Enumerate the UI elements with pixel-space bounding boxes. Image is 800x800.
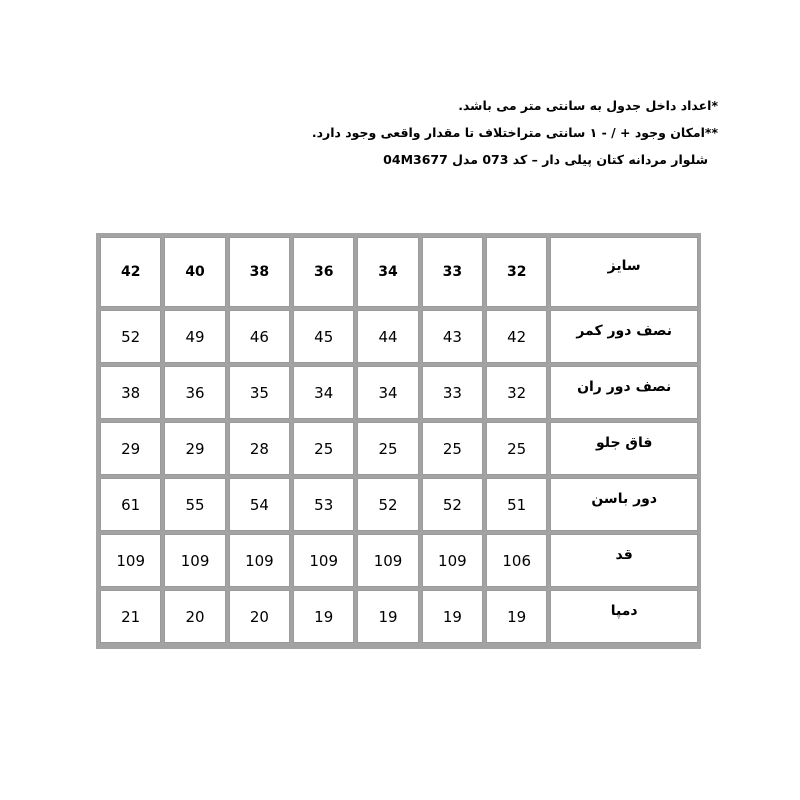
value-cell: 20 xyxy=(229,590,290,643)
row-label: فاق جلو xyxy=(595,434,653,451)
value-cell: 25 xyxy=(486,422,547,475)
value-cell: 54 xyxy=(229,478,290,531)
value-cell: 21 xyxy=(100,590,161,643)
value-cell: 61 xyxy=(100,478,161,531)
value-cell: 34 xyxy=(357,366,418,419)
row-label-cell xyxy=(550,478,698,531)
value-cell: 109 xyxy=(422,534,483,587)
row-label-cell xyxy=(550,590,698,643)
table-header-row xyxy=(100,237,698,307)
value-cell: 38 xyxy=(100,366,161,419)
table-row xyxy=(100,590,698,643)
value-cell: 29 xyxy=(164,422,225,475)
size-cell: 32 xyxy=(486,237,547,307)
value-cell: 19 xyxy=(357,590,418,643)
value-cell: 109 xyxy=(229,534,290,587)
value-cell: 32 xyxy=(486,366,547,419)
table-row xyxy=(100,366,698,419)
value-cell: 25 xyxy=(293,422,354,475)
value-cell: 36 xyxy=(164,366,225,419)
value-cell: 25 xyxy=(357,422,418,475)
value-cell: 42 xyxy=(486,310,547,363)
value-cell: 106 xyxy=(486,534,547,587)
value-cell: 33 xyxy=(422,366,483,419)
value-cell: 28 xyxy=(229,422,290,475)
row-label-cell xyxy=(550,366,698,419)
value-cell: 19 xyxy=(293,590,354,643)
row-label-cell xyxy=(550,310,698,363)
size-cell: 40 xyxy=(164,237,225,307)
value-cell: 51 xyxy=(486,478,547,531)
value-cell: 109 xyxy=(164,534,225,587)
row-label: نصف دور کمر xyxy=(576,322,672,339)
header-label-cell xyxy=(550,237,698,307)
row-label: دور باسن xyxy=(591,490,658,507)
value-cell: 55 xyxy=(164,478,225,531)
size-cell: 42 xyxy=(100,237,161,307)
value-cell: 25 xyxy=(422,422,483,475)
value-cell: 44 xyxy=(357,310,418,363)
row-label-cell xyxy=(550,534,698,587)
table-row xyxy=(100,478,698,531)
value-cell: 29 xyxy=(100,422,161,475)
size-cell: 38 xyxy=(229,237,290,307)
row-label: قد xyxy=(615,546,633,563)
header-label: سایز xyxy=(607,258,641,274)
notes-block xyxy=(0,92,718,173)
value-cell: 45 xyxy=(293,310,354,363)
size-cell: 34 xyxy=(357,237,418,307)
value-cell: 52 xyxy=(357,478,418,531)
value-cell: 19 xyxy=(422,590,483,643)
value-cell: 109 xyxy=(357,534,418,587)
value-cell: 52 xyxy=(422,478,483,531)
product-title: شلوار مردانه کتان پیلی دار – کد 073 مدل 04M3677 xyxy=(383,152,708,167)
note-tolerance: **امکان وجود + / - ۱ سانتی متراختلاف تا مقدار واقعی وجود دارد. xyxy=(311,125,718,140)
table-row xyxy=(100,422,698,475)
value-cell: 20 xyxy=(164,590,225,643)
size-cell: 33 xyxy=(422,237,483,307)
value-cell: 109 xyxy=(100,534,161,587)
note-unit: *اعداد داخل جدول به سانتی متر می باشد. xyxy=(458,98,718,113)
table-row xyxy=(100,534,698,587)
value-cell: 19 xyxy=(486,590,547,643)
row-label: نصف دور ران xyxy=(577,378,672,395)
value-cell: 46 xyxy=(229,310,290,363)
value-cell: 53 xyxy=(293,478,354,531)
value-cell: 43 xyxy=(422,310,483,363)
size-cell: 36 xyxy=(293,237,354,307)
value-cell: 109 xyxy=(293,534,354,587)
value-cell: 49 xyxy=(164,310,225,363)
size-table-container xyxy=(96,233,701,649)
value-cell: 35 xyxy=(229,366,290,419)
table-row xyxy=(100,310,698,363)
value-cell: 52 xyxy=(100,310,161,363)
row-label-cell xyxy=(550,422,698,475)
row-label: دمپا xyxy=(610,602,638,619)
size-table xyxy=(97,234,701,646)
value-cell: 34 xyxy=(293,366,354,419)
